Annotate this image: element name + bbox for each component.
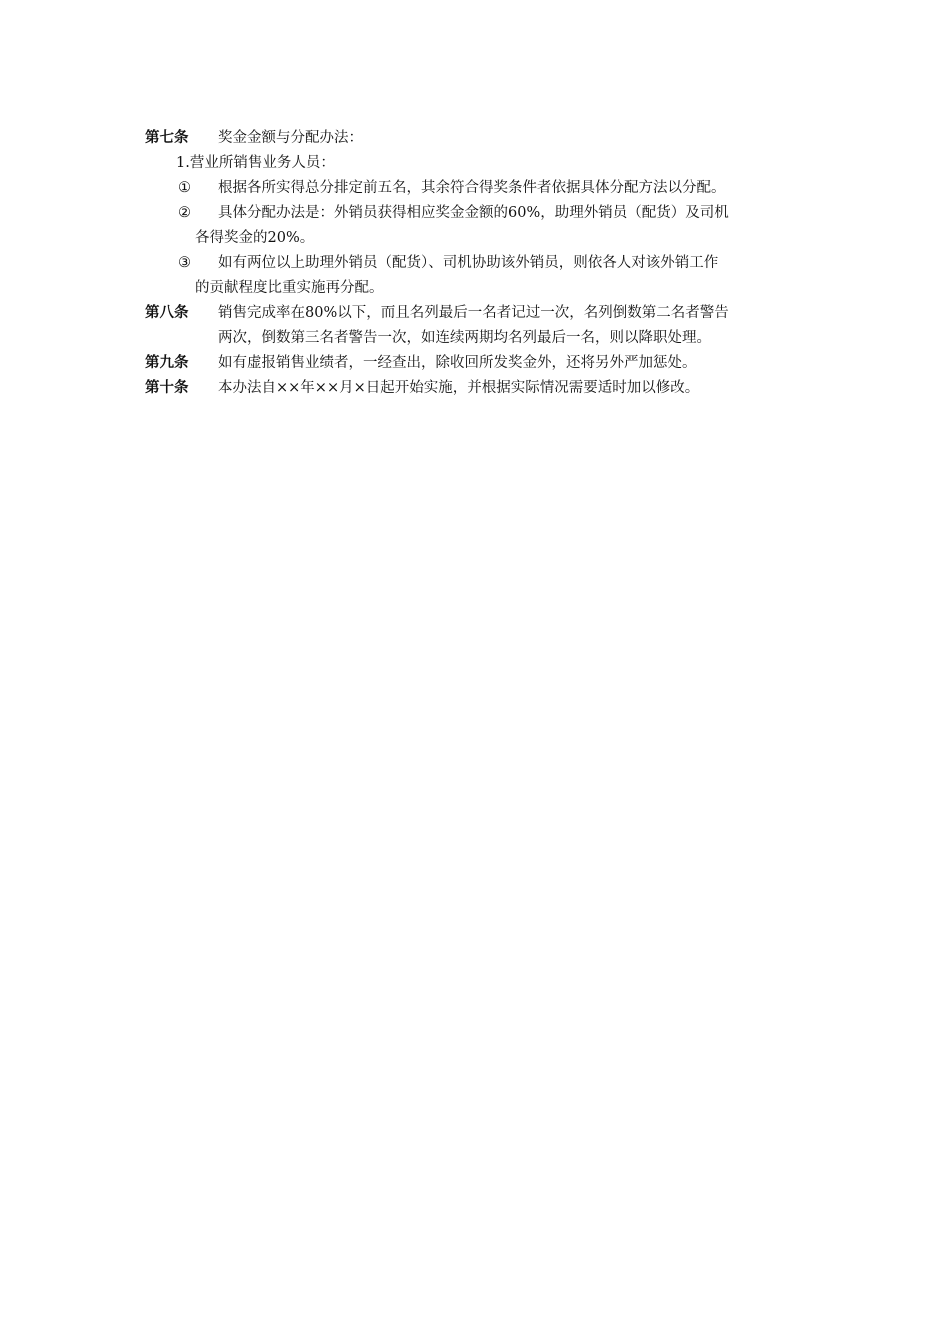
list-item-text: 的贡献程度比重实施再分配。 (195, 280, 384, 296)
article-8-label: 第八条 (145, 305, 189, 321)
list-item-marker: ① (178, 180, 191, 196)
article-8-text: 两次，倒数第三名者警告一次，如连续两期均名列最后一名，则以降职处理。 (218, 330, 711, 346)
list-item-marker: ② (178, 205, 191, 221)
section-1-title-text: 1.营业所销售业务人员： (176, 155, 335, 171)
article-10-label: 第十条 (145, 380, 189, 396)
article-10-text: 本办法自××年××月×日起开始实施，并根据实际情况需要适时加以修改。 (218, 380, 700, 396)
article-9-label: 第九条 (145, 355, 189, 371)
article-9-text: 如有虚报销售业绩者，一经查出，除收回所发奖金外，还将另外严加惩处。 (218, 355, 697, 371)
list-item-text: 具体分配办法是：外销员获得相应奖金金额的60%，助理外销员（配货）及司机 (218, 205, 729, 221)
list-item-marker: ③ (178, 255, 191, 271)
article-7-title: 奖金金额与分配办法： (218, 130, 363, 146)
article-8-text: 销售完成率在80%以下，而且名列最后一名者记过一次，名列倒数第二名者警告 (218, 305, 729, 321)
list-item-text: 如有两位以上助理外销员（配货）、司机协助该外销员，则依各人对该外销工作 (218, 255, 719, 271)
list-item-text: 各得奖金的20%。 (195, 230, 315, 246)
list-item-text: 根据各所实得总分排定前五名，其余符合得奖条件者依据具体分配方法以分配。 (218, 180, 726, 196)
article-7-label: 第七条 (145, 130, 189, 146)
